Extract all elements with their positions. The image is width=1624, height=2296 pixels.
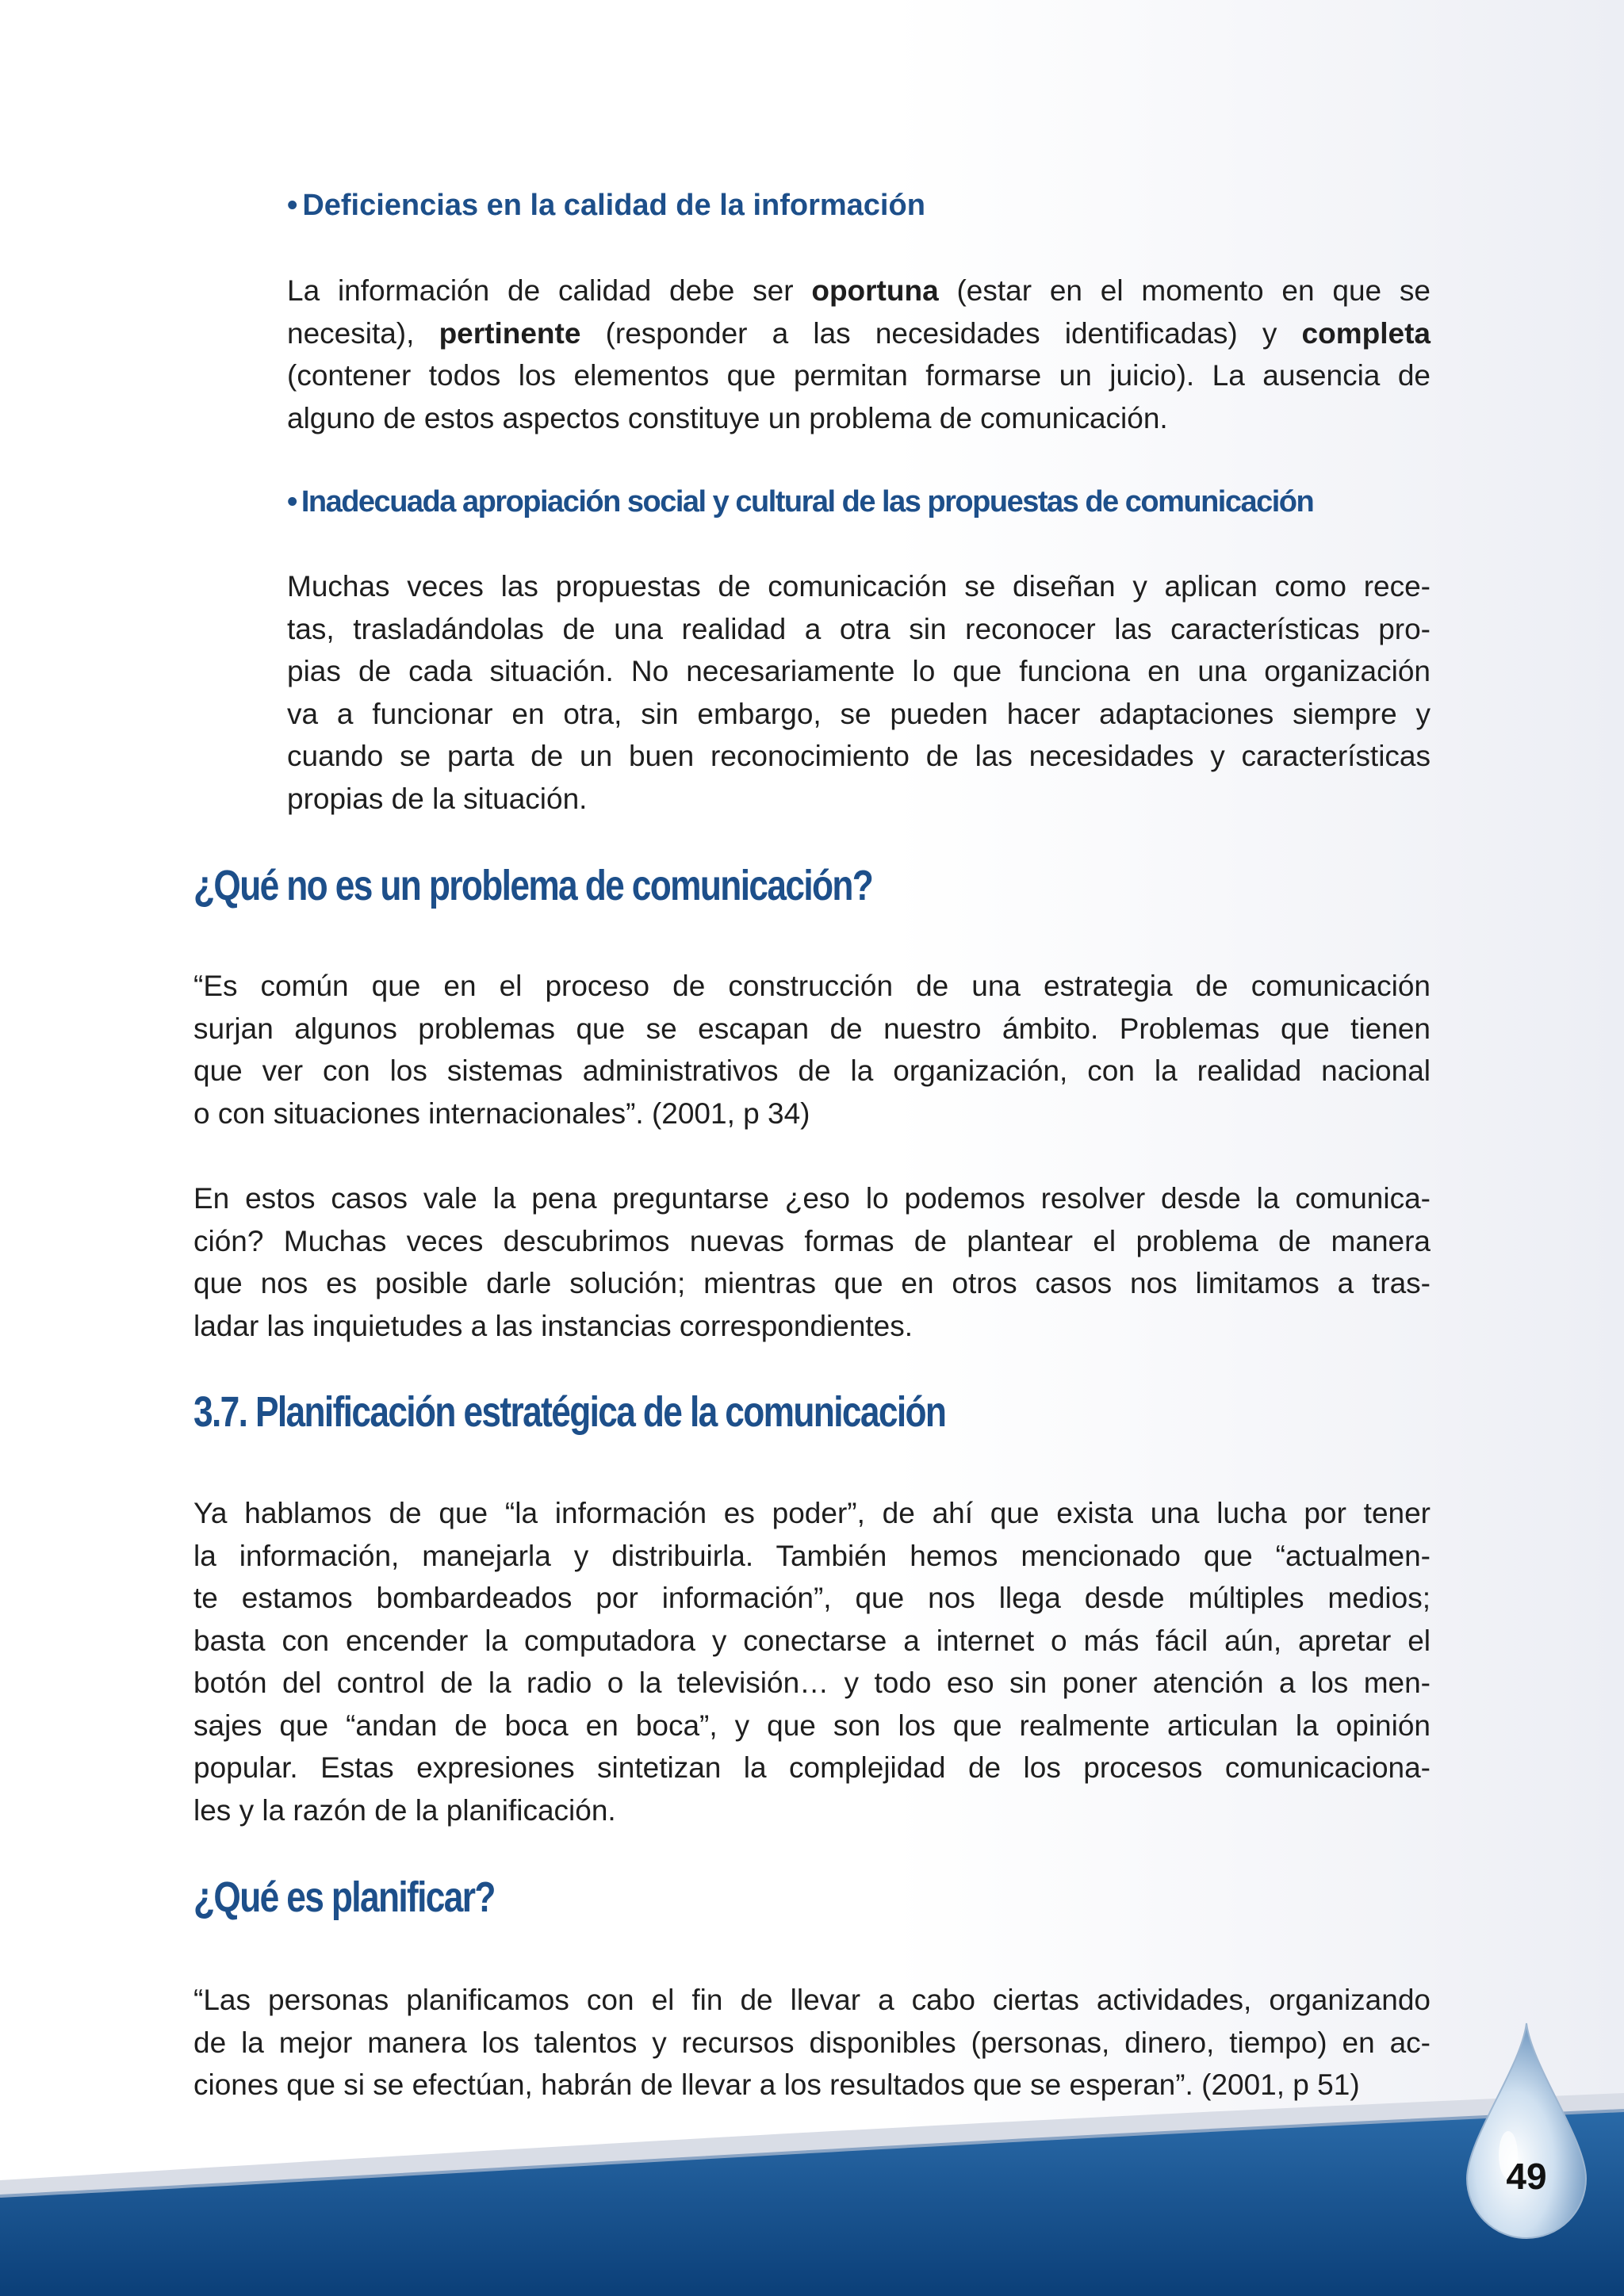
text-line: necesita), pertinente (responder a las necesidades identificadas) y completa (287, 316, 1431, 350)
text-line: ladar las inquietudes a las instancias correspondientes. (193, 1309, 914, 1342)
bullet-heading-1 (287, 186, 1431, 225)
water-drop-icon (1461, 2020, 1592, 2244)
text-line: o con situaciones internacionales”. (2001, p 34) (193, 1096, 810, 1130)
text-line: “Las personas planificamos con el fin de llevar a cabo ciertas actividades, organizando (193, 1984, 1431, 2016)
text-line: cuando se parta de un buen reconocimiento de las necesidades y características (287, 740, 1431, 772)
footer-wave (0, 2077, 1624, 2296)
text-line: surjan algunos problemas que se escapan de nuestro ámbito. Problemas que tienen (193, 1012, 1431, 1045)
text-line: La información de calidad debe ser oportuna (estar en el momento en que se (287, 274, 1431, 307)
bullet-marker: • (287, 485, 297, 519)
text-line: En estos casos vale la pena preguntarse ¿eso lo podemos resolver desde la comunica- (193, 1182, 1431, 1215)
text-line: (contener todos los elementos que permitan formarse un juicio). La ausencia de (287, 359, 1431, 392)
section-heading: ¿Qué es planificar? (193, 1873, 495, 1921)
paragraph (193, 965, 1431, 1135)
bullet-heading-text: Deficiencias en la calidad de la información (302, 189, 925, 222)
text-line: les y la razón de la planificación. (193, 1793, 616, 1827)
bold-term: pertinente (439, 316, 581, 350)
bold-term: oportuna (811, 274, 939, 307)
page-number: 49 (1506, 2156, 1547, 2197)
text-line: alguno de estos aspectos constituye un problema de comunicación. (287, 401, 1168, 434)
text-line: Ya hablamos de que “la información es poder”, de ahí que exista una lucha por tener (193, 1497, 1431, 1529)
text-line: tas, trasladándolas de una realidad a otra sin reconocer las características pro- (287, 612, 1431, 645)
text-line: popular. Estas expresiones sintetizan la complejidad de los procesos comunicaciona- (193, 1751, 1431, 1784)
paragraph (193, 1177, 1431, 1347)
text-line: basta con encender la computadora y conectarse a internet o más fácil aún, apretar el (193, 1624, 1431, 1657)
text-line: que nos es posible darle solución; mientras que en otros casos nos limitamos a tras- (193, 1267, 1431, 1299)
text-line: te estamos bombardeados por información”, que nos llega desde múltiples medios; (193, 1582, 1431, 1614)
text-line: sajes que “andan de boca en boca”, y que son los que realmente articulan la opinión (193, 1709, 1431, 1742)
text-line: “Es común que en el proceso de construcción de una estrategia de comunicación (193, 970, 1431, 1002)
paragraph (193, 1492, 1431, 1831)
text-line: Muchas veces las propuestas de comunicación se diseñan y aplican como rece- (287, 570, 1431, 603)
text-line: botón del control de la radio o la televisión… y todo eso sin poner atención a los men- (193, 1667, 1431, 1699)
bullet-body-1 (287, 270, 1431, 439)
bold-term: completa (1301, 316, 1431, 350)
text-line: ción? Muchas veces descubrimos nuevas formas de plantear el problema de manera (193, 1224, 1431, 1257)
section-heading: ¿Qué no es un problema de comunicación? (193, 862, 873, 909)
text-line: ciones que si se efectúan, habrán de llevar a los resultados que se esperan”. (2001, p 51) (193, 2068, 1360, 2101)
text-line: propias de la situación. (287, 782, 588, 815)
text-line: la información, manejarla y distribuirla. También hemos mencionado que “actualmen- (193, 1539, 1431, 1572)
bullet-heading-text: Inadecuada apropiación social y cultural de las propuestas de comunicación (301, 485, 1314, 519)
bullet-body-2 (287, 565, 1431, 820)
text-line: pias de cada situación. No necesariamente lo que funciona en una organización (287, 655, 1431, 687)
text-line: va a funcionar en otra, sin embargo, se pueden hacer adaptaciones siempre y (287, 697, 1431, 730)
bullet-marker: • (287, 189, 298, 222)
text-line: que ver con los sistemas administrativos de la organización, con la realidad nacional (193, 1054, 1431, 1087)
bullet-heading-2 (287, 482, 1431, 522)
text-line: de la mejor manera los talentos y recursos disponibles (personas, dinero, tiempo) en ac- (193, 2026, 1431, 2059)
section-heading: 3.7. Planificación estratégica de la comunicación (193, 1388, 946, 1436)
